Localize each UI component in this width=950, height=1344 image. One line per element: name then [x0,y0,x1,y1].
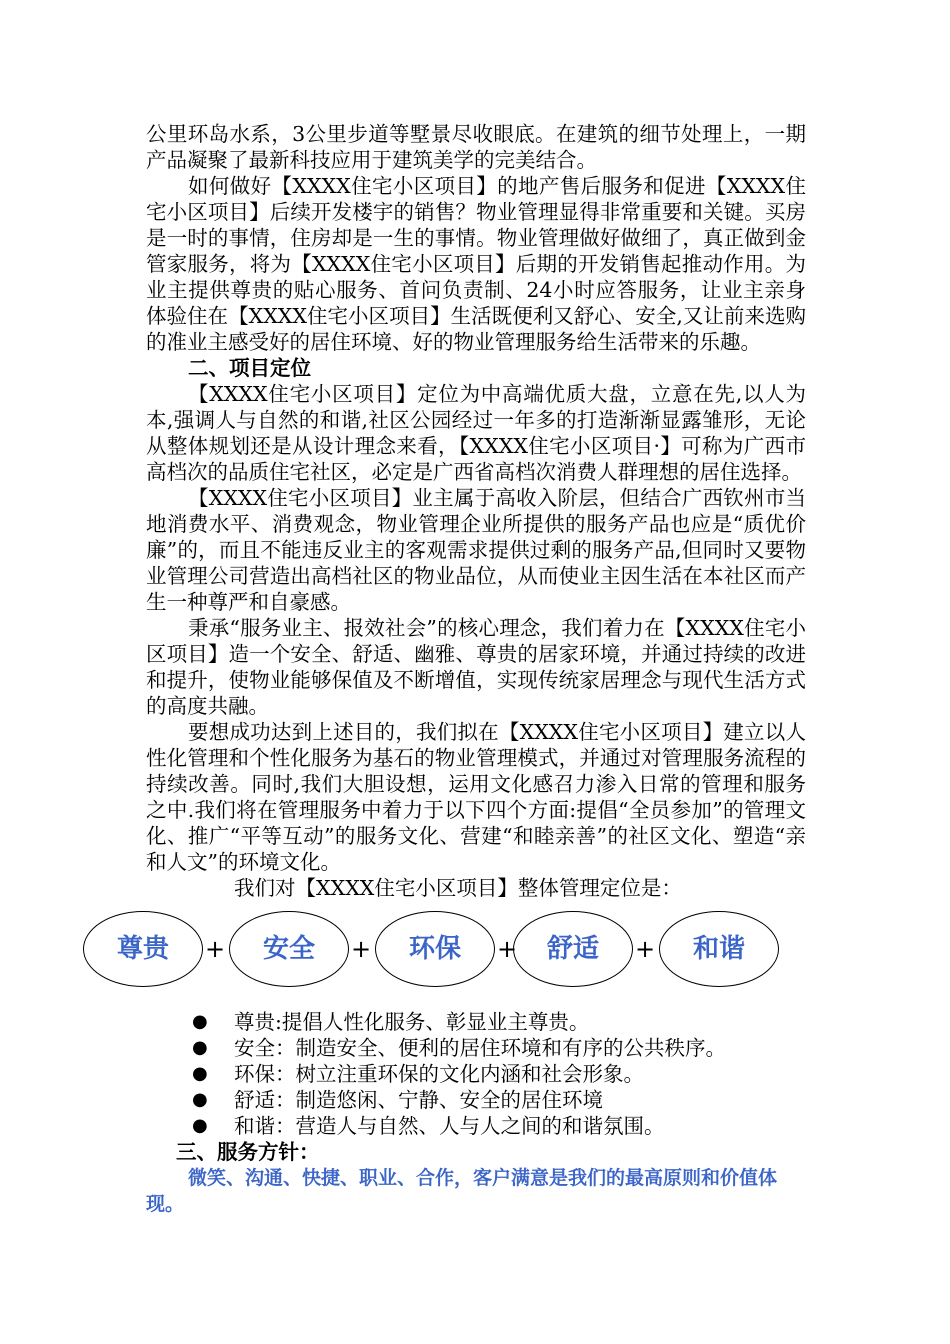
list-item [146,1035,806,1061]
list-item [146,1087,806,1113]
plus-sign: + [497,935,518,963]
service-motto: 微笑、沟通、快捷、职业、合作，客户满意是我们的最高原则和价值体现。 [146,1167,778,1215]
positioning-intro: 我们对【XXXX住宅小区项目】整体管理定位是： [234,876,682,900]
bullet-text: 安全：制造安全、便利的居住环境和有序的公共秩序。 [234,1036,726,1060]
ellipse-shushi: 舒适 [513,911,633,987]
bullet-text: 和谐：营造人与自然、人与人之间的和谐氛围。 [234,1114,665,1138]
bullet-text: 尊贵:提倡人性化服务、彰显业主尊贵。 [234,1010,590,1034]
paragraph-positioning-1: 【XXXX住宅小区项目】定位为中高端优质大盘，立意在先,以人为本,强调人与自然的和谐,社区公园经过一年多的打造渐渐显露雏形，无论从整体规划还是从设计理念来看，【XXXX住宅小区项目·】可称为广西市高档次的品质住宅社区，必定是广西省高档次消费人群理想的居住选择。 [146,382,806,484]
bullet-icon: ● [192,1089,208,1110]
positioning-bullet-list [146,1009,806,1139]
section-heading-service-policy: 三、服务方针： [176,1140,320,1164]
ellipse-anquan: 安全 [229,911,349,987]
paragraph-positioning-2: 【XXXX住宅小区项目】业主属于高收入阶层，但结合广西钦州市当地消费水平、消费观念，物业管理企业所提供的服务产品也应是“质优价廉”的，而且不能违反业主的客观需求提供过剩的服务产品,但同时又要物业管理公司营造出高档社区的物业品位，从而使业主因生活在本社区而产生一种尊严和自豪感。 [146,486,806,614]
bullet-icon: ● [192,1037,208,1058]
bullet-text: 环保：树立注重环保的文化内涵和社会形象。 [234,1062,644,1086]
paragraph-continued: 公里环岛水系，3公里步道等墅景尽收眼底。在建筑的细节处理上，一期产品凝聚了最新科技应用于建筑美学的完美结合。 [146,122,806,172]
paragraph-positioning-4: 要想成功达到上述目的，我们拟在【XXXX住宅小区项目】建立以人性化管理和个性化服务为基石的物业管理模式，并通过对管理服务流程的持续改善。同时,我们大胆设想，运用文化感召力渗入日常的管理和服务之中.我们将在管理服务中着力于以下四个方面:提倡“全员参加”的管理文化、推广“平等互动”的服务文化、营建“和睦亲善”的社区文化、塑造“亲和人文”的环境文化。 [146,720,806,874]
ellipse-zungui: 尊贵 [83,911,203,987]
bullet-icon: ● [192,1115,208,1136]
bullet-icon: ● [192,1063,208,1084]
bullet-text: 舒适：制造悠闲、宁静、安全的居住环境 [234,1088,603,1112]
plus-sign: + [205,935,226,963]
section-heading-positioning: 二、项目定位 [188,356,311,380]
list-item [146,1113,806,1139]
paragraph-after-sales: 如何做好【XXXX住宅小区项目】的地产售后服务和促进【XXXX住宅小区项目】后续开发楼宇的销售？物业管理显得非常重要和关键。买房是一时的事情，住房却是一生的事情。物业管理做好做细了，真正做到金管家服务，将为【XXXX住宅小区项目】后期的开发销售起推动作用。为业主提供尊贵的贴心服务、首问负责制、24小时应答服务，让业主亲身体验住在【XXXX住宅小区项目】生活既便利又舒心、安全,又让前来选购的准业主感受好的居住环境、好的物业管理服务给生活带来的乐趣。 [146,174,806,354]
ellipse-hexie: 和谐 [659,911,779,987]
plus-sign: + [351,935,372,963]
ellipse-huanbao: 环保 [375,911,495,987]
list-item [146,1061,806,1087]
document-body [116,121,806,1217]
bullet-icon: ● [192,1011,208,1032]
plus-sign: + [635,935,656,963]
paragraph-positioning-3: 秉承“服务业主、报效社会”的核心理念，我们着力在【XXXX住宅小区项目】造一个安全、舒适、幽雅、尊贵的居家环境，并通过持续的改进和提升，使物业能够保值及不断增值，实现传统家居理念与现代生活方式的高度共融。 [146,616,806,718]
positioning-diagram [41,909,761,1019]
